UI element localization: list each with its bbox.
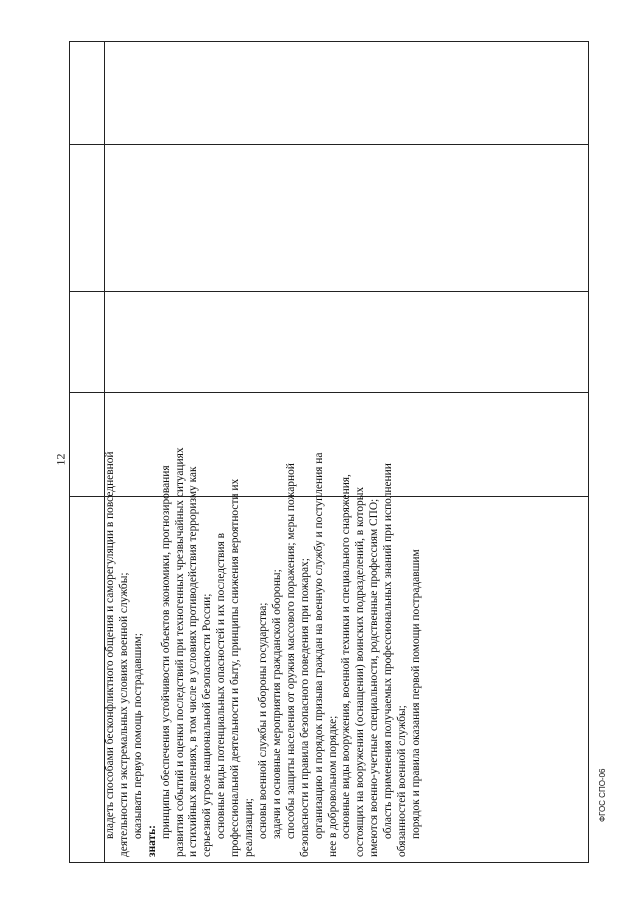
paragraph: способы защиты населения от оружия массового поражения; меры пожарной безопасности и правила безопасного поведения при пожарах; — [284, 463, 311, 857]
page-number: 12 — [53, 453, 68, 466]
footer-code: ФГОС СПО-06 — [598, 768, 607, 822]
paragraph: задачи и основные мероприятия гражданской обороны; — [270, 569, 283, 839]
paragraph: порядок и правила оказания первой помощи пострадавшим — [409, 549, 422, 839]
table-cell-content — [104, 41, 504, 863]
section-heading: знать: — [145, 825, 158, 857]
paragraph: принципы обеспечения устойчивости объектов экономики, прогнозирования развития событий и оценки последствий при техногенных чрезвычайных ситуациях и стихийных явлениях, в том числе в условиях противодействия терроризму как серьезной угрозе национальной безопасности России; — [159, 447, 214, 857]
paragraph: основные виды вооружения, военной техники и специального снаряжения, состоящих на вооружении (оснащении) воинских подразделений, в которых имеются военно-учетные специальности, родственные профессиям СПО; — [340, 474, 381, 857]
paragraph: область применения получаемых профессиональных знаний при исполнении обязанностей военной службы; — [382, 463, 409, 857]
paragraph: основы военной службы и обороны государства; — [256, 602, 269, 839]
paragraph: организацию и порядок призыва граждан на военную службу и поступления на нее в добровольном порядке; — [312, 452, 339, 857]
paragraph: владеть способами бесконфликтного общения и саморегуляции в повседневной деятельности и экстремальных условиях военной службы; — [104, 451, 130, 857]
paragraph: основные виды потенциальных опасностей и их последствия в профессиональной деятельности и быту, принципы снижения вероятности их реализации; — [215, 478, 256, 857]
paragraph: оказывать первую помощь пострадавшим; — [131, 633, 144, 839]
